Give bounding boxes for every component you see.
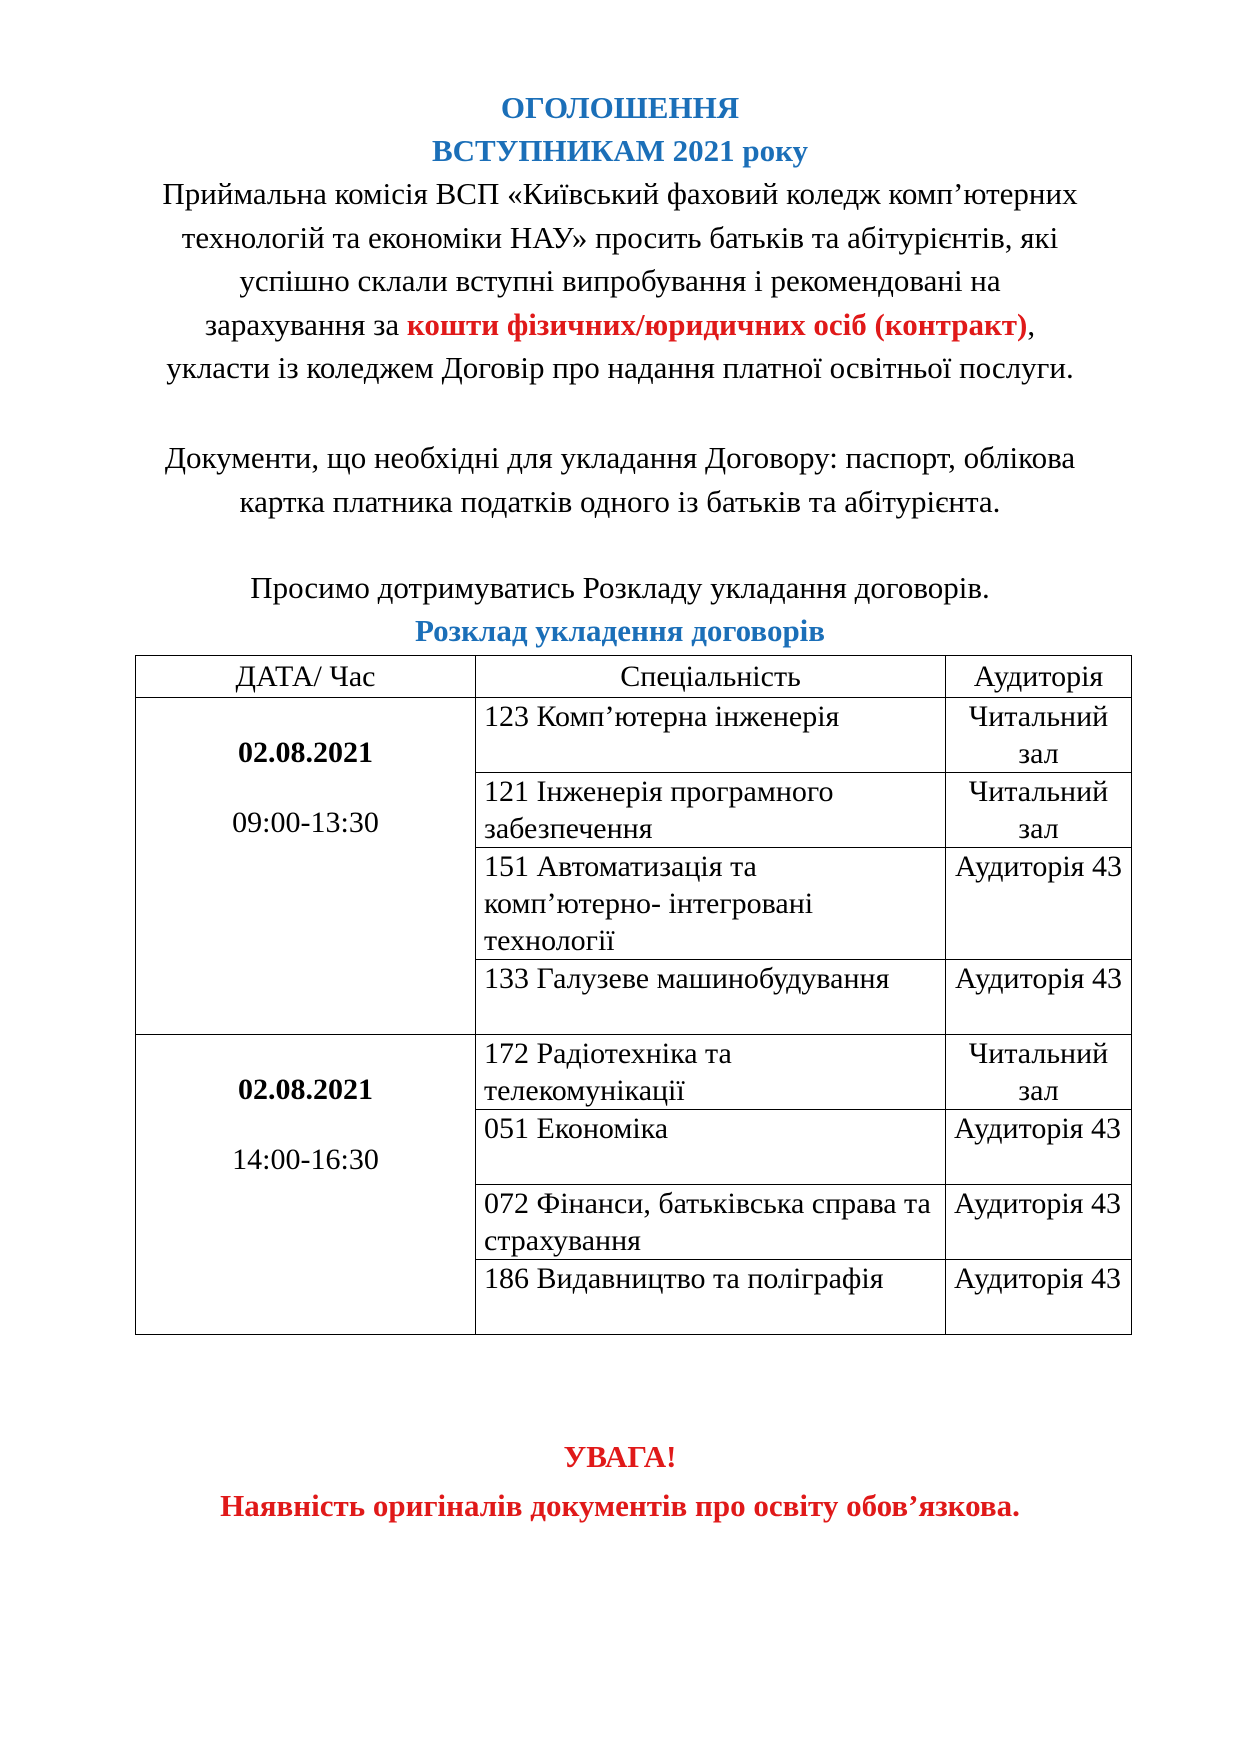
specialty-cell: 072 Фінанси, батьківська справа та страхування: [476, 1185, 946, 1260]
room-cell: Аудиторія 43: [946, 848, 1132, 960]
room-cell: Читальний зал: [946, 698, 1132, 773]
intro-line: Приймальна комісія ВСП «Київський фаховий коледж комп’ютерних: [162, 176, 1078, 211]
time-value: 14:00-16:30: [232, 1143, 379, 1176]
specialty-cell: 051 Економіка: [476, 1110, 946, 1185]
warning-text: Наявність оригіналів документів про освіту обов’язкова.: [220, 1488, 1020, 1523]
documents-line: Документи, що необхідні для укладання Договору: паспорт, облікова: [164, 440, 1076, 475]
schedule-table: [135, 655, 1132, 1335]
room-cell: Аудиторія 43: [946, 1110, 1132, 1185]
date-value: 02.08.2021: [238, 736, 373, 769]
table-row: [136, 698, 1132, 773]
documents-line: картка платника податків одного із батьків та абітурієнта.: [239, 483, 1001, 519]
schedule-title: Розклад укладення договорів: [414, 613, 826, 648]
intro-line: технологій та економіки НАУ» просить батьків та абітурієнтів, які: [181, 219, 1059, 255]
table-row: [136, 1035, 1132, 1110]
page-subtitle: ВСТУПНИКАМ 2021 року: [431, 133, 809, 168]
specialty-cell: 186 Видавництво та поліграфія: [476, 1260, 946, 1335]
column-header-room: Аудиторія: [946, 656, 1132, 698]
request-text: Просимо дотримуватись Розкладу укладання договорів.: [250, 570, 990, 605]
intro-line: [120, 303, 1120, 347]
specialty-cell: 123 Комп’ютерна інженерія: [476, 698, 946, 773]
room-cell: Читальний зал: [946, 1035, 1132, 1110]
date-time-cell: [136, 698, 476, 1035]
intro-line-text: зарахування за: [204, 306, 407, 342]
column-header-date: ДАТА/ Час: [136, 656, 476, 698]
page-title: ОГОЛОШЕННЯ: [500, 90, 740, 125]
specialty-cell: 172 Радіотехніка та телекомунікації: [476, 1035, 946, 1110]
documents-paragraph: [120, 436, 1120, 523]
specialty-cell: 133 Галузеве машинобудування: [476, 960, 946, 1035]
room-cell: Читальний зал: [946, 773, 1132, 848]
room-cell: Аудиторія 43: [946, 1185, 1132, 1260]
intro-paragraph: [120, 172, 1120, 390]
specialty-cell: 151 Автоматизація та комп’ютерно- інтегровані технології: [476, 848, 946, 960]
date-time-cell: [136, 1035, 476, 1335]
room-cell: Аудиторія 43: [946, 960, 1132, 1035]
intro-line: укласти із коледжем Договір про надання платної освітньої послуги.: [166, 350, 1074, 385]
intro-line: успішно склали вступні випробування і рекомендовані на: [239, 263, 1001, 298]
date-value: 02.08.2021: [238, 1073, 373, 1106]
warning-title: УВАГА!: [563, 1439, 677, 1474]
room-cell: Аудиторія 43: [946, 1260, 1132, 1335]
specialty-cell: 121 Інженерія програмного забезпечення: [476, 773, 946, 848]
table-header-row: [136, 656, 1132, 698]
contract-highlight: кошти фізичних/юридичних осіб (контракт): [406, 306, 1028, 342]
intro-line-punctuation: ,: [1027, 306, 1036, 342]
time-value: 09:00-13:30: [232, 806, 379, 839]
column-header-specialty: Спеціальність: [476, 656, 946, 698]
